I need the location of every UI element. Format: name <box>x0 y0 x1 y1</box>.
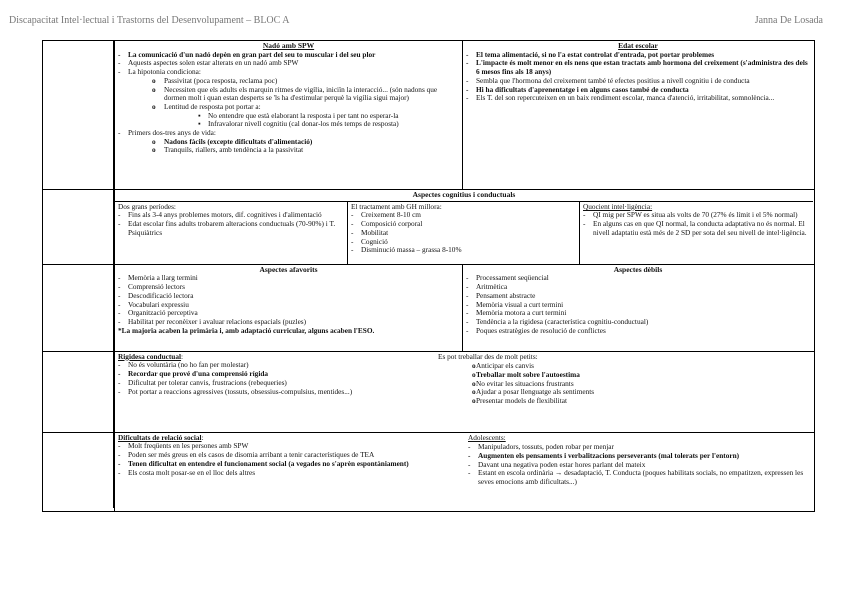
cognitius-columns <box>115 202 813 264</box>
dos-grans-list <box>118 211 344 237</box>
hipo-item: o Lentitud de resposta pot portar a: <box>118 103 459 112</box>
dos-grans-label: Dos grans períodes: <box>118 201 176 211</box>
rigidesa-strategy: o Ajudar a posar llenguatge als sentiments <box>438 388 808 397</box>
margin-cell <box>43 190 115 264</box>
rigidesa-right-list <box>438 362 808 406</box>
doc-header-author: Janna De Losada <box>754 15 823 26</box>
nado-item: - La comunicació d'un nadó depèn en gran part del seu to muscular i del seu plor <box>118 51 459 60</box>
gh-label: El tractament amb GH millora: <box>351 201 442 211</box>
qi-cell <box>580 202 813 264</box>
edat-item: - El tema alimentació, si no l'a estat controlat d'entrada, pot portar problemes <box>466 51 810 60</box>
rigidesa-right <box>438 353 808 405</box>
primers-item: o Nadons fàcils (excepte dificultats d'alimentació) <box>118 138 459 147</box>
qi-item: - QI mig per SPW es situa als volts de 70 (27% és límit i el 5% normal) <box>583 211 810 220</box>
afavorits-cell <box>115 265 463 351</box>
afavorits-item: - Organització perceptiva <box>118 309 459 318</box>
row-rigidesa <box>43 352 814 433</box>
edat-item: - Els T. del son repercuteixen en un baix rendiment escolar, manca d'atenció, irritabilitat, somnolència... <box>466 94 810 103</box>
afavorits-item: - Comprensió lectors <box>118 283 459 292</box>
afavorits-item: - Habilitat per reconèixer i avaluar relacions espacials (puzles) <box>118 318 459 327</box>
nado-item: - La hipotonia condiciona: <box>118 68 459 77</box>
nado-item: - Aquests aspectes solen estar alterats en un nadó amb SPW <box>118 59 459 68</box>
hipo-item: o Passivitat (poca resposta, reclama poc) <box>118 77 459 86</box>
margin-cell <box>43 433 115 511</box>
adolescents-list <box>468 443 808 487</box>
hipo-item: o Necessiten que els adults els marquin ritmes de vigília, iniciïn la interacció... (són nadons que dormen molt i quan estan desperts se 'ls ha d'estimular perquè la vigília sigui major) <box>118 86 459 103</box>
afavorits-item: - Memòria a llarg termini <box>118 274 459 283</box>
margin-cell <box>43 265 115 351</box>
rigidesa-right-label: Es pot treballar des de molt petits: <box>438 352 538 362</box>
relacio-item: - Poden ser més greus en els casos de disomia arribant a tenir característiques de TEA <box>118 451 460 460</box>
relacio-item: - Tenen dificultat en entendre el funcionament social (a vegades no s'aprèn espontàniament) <box>118 460 460 469</box>
row-nado-edat <box>43 41 814 190</box>
relacio-left-list <box>118 442 460 486</box>
debils-item: - Memòria motora a curt termini <box>466 309 810 318</box>
rigidesa-item: - Pot portar a reaccions agressives (tossuts, obsessius-compulsius, mentides...) <box>118 388 438 397</box>
rigidesa-title: Rigidesa conductual <box>118 351 182 361</box>
nado-cell <box>115 41 463 189</box>
debils-item: - Pensament abstracte <box>466 292 810 301</box>
debils-item: - Aritmètica <box>466 283 810 292</box>
debils-item: - Poques estratègies de resolució de conflictes <box>466 327 810 336</box>
gh-item: - Composició corporal <box>351 220 576 229</box>
doc-header-title: Discapacitat Intel·lectual i Trastorns del Desenvolupament – BLOC A <box>9 15 290 26</box>
relacio-item: - Els costa molt posar-se en el lloc dels altres <box>118 469 460 478</box>
gh-item: - Creixement 8-10 cm <box>351 211 576 220</box>
adolescents-item: - Manipuladors, tossuts, poden robar per menjar <box>468 443 808 452</box>
lentitud-item: ▪ Infravalorar nivell cognitiu (cal donar-los més temps de resposta) <box>118 120 459 129</box>
rigidesa-strategy: o No evitar les situacions frustrants <box>438 380 808 389</box>
adolescents-item: - Augmenten els pensaments i verbalitzacions perseverants (mal tolerats per l'entorn) <box>468 452 808 461</box>
qi-item: - En alguns cas en que QI normal, la conducta adaptativa no és normal. El nivell adaptatiu està més de 2 SD per sota del seu nivell de intel·ligència. <box>583 220 810 237</box>
afavorits-item: - Vocabulari expressiu <box>118 301 459 310</box>
debils-item: - Processament seqüencial <box>466 274 810 283</box>
dos-grans-item: - Fins als 3-4 anys problemes motors, dif. cognitives i d'alimentació <box>118 211 344 220</box>
debils-item: - Tendència a la rigidesa (característica cognitiu-conductual) <box>466 318 810 327</box>
rigidesa-strategy: o Treballar molt sobre l'autoestima <box>438 371 808 380</box>
primers-label: - Primers dos-tres anys de vida: <box>118 129 459 138</box>
rigidesa-item: - No és voluntària (no ho fan per molestar) <box>118 361 438 370</box>
adolescents-item: - Davant una negativa poden estar hores parlant del mateix <box>468 461 808 470</box>
qi-label: Quocient intel·ligència: <box>583 201 653 211</box>
row-relacio <box>43 433 814 511</box>
nado-title: Nadó amb SPW <box>262 41 315 50</box>
gh-item: - Cognició <box>351 238 576 247</box>
afavorits-list <box>118 274 459 335</box>
debils-cell <box>463 265 813 351</box>
edat-cell <box>463 41 813 189</box>
afavorits-item: - Descodificació lectora <box>118 292 459 301</box>
rigidesa-cell: Rigidesa conductual: - No és voluntària (no ho fan per molestar) - Recordar que prové d'una comprensió rígida - Dificultat per tolerar canvis, frustracions (rebequeries) - Pot portar a reaccions agressives (tossuts, obsessius-compulsius, mentides...) Es pot treballar des de molt petits: o Anticipar els canvis o Treballar molt sobre l'autoestima o No evitar les situacions frustrants o Ajudar a posar llenguatge als sentiments o Presentar models de flexibilitat <box>115 352 813 432</box>
lentitud-item: ▪ No entendre que està elaborant la resposta i per tant no esperar-la <box>118 112 459 121</box>
qi-list <box>583 211 810 237</box>
row-afavorits-debils <box>43 265 814 352</box>
gh-cell <box>348 202 580 264</box>
primers-item: o Tranquils, riallers, amb tendència a la passivitat <box>118 146 459 155</box>
dos-grans-item: - Edat escolar fins adults trobarem alteracions conductuals (70-90%) i T. Psiquiàtrics <box>118 220 344 237</box>
afavorits-title: Aspectes afavorits <box>259 264 318 274</box>
afavorits-note: *La majoria acaben la primària i, amb adaptació curricular, alguns acaben l'ESO. <box>118 325 375 335</box>
cognitius-title: Aspectes cognitius i conductuals <box>115 190 813 202</box>
edat-item: - Sembla que l'hormona del creixement també té efectes positius a nivell cognitiu i de conducta <box>466 77 810 86</box>
adolescents-label: Adolescents: <box>468 433 506 443</box>
margin-cell <box>43 352 115 432</box>
edat-title: Edat escolar <box>618 41 658 50</box>
nado-list <box>118 51 459 155</box>
rigidesa-strategy: o Presentar models de flexibilitat <box>438 397 808 406</box>
edat-item: - Hi ha dificultats d'aprenentatge i en alguns casos també de conducta <box>466 86 810 95</box>
dos-grans-cell <box>115 202 348 264</box>
debils-list <box>466 274 810 335</box>
rigidesa-left-list <box>118 361 438 405</box>
rigidesa-item: - Dificultat per tolerar canvis, frustracions (rebequeries) <box>118 379 438 388</box>
relacio-item: - Molt freqüents en les persones amb SPW <box>118 442 460 451</box>
rigidesa-item: - Recordar que prové d'una comprensió rígida <box>118 370 438 379</box>
cognitius-block <box>115 190 813 264</box>
rigidesa-strategy: o Anticipar els canvis <box>438 362 808 371</box>
relacio-right <box>468 434 808 486</box>
gh-item: - Disminució massa – grassa 8-10% <box>351 246 576 255</box>
gh-item: - Mobilitat <box>351 229 576 238</box>
edat-list <box>466 51 810 103</box>
debils-item: - Memòria visual a curt termini <box>466 301 810 310</box>
content-table <box>42 40 815 512</box>
row-cognitius <box>43 190 814 265</box>
margin-cell <box>43 41 115 189</box>
debils-title: Aspectes dèbils <box>613 264 663 274</box>
edat-item: - L'impacte és molt menor en els nens que estan tractats amb hormona del creixement (s'administra des dels 6 mesos fins als 18 anys) <box>466 59 810 76</box>
adolescents-item: - Estant en escola ordinària → desadaptació, T. Conducta (poques habilitats socials, no empatitzen, expressen les seves emocions amb dificultats...) <box>468 469 808 486</box>
relacio-title: Dificultats de relació social <box>118 432 202 442</box>
relacio-cell: Dificultats de relació social: - Molt freqüents en les persones amb SPW - Poden ser més greus en els casos de disomia arribant a tenir característiques de TEA - Tenen dificultat en entendre el funcionament social (a vegades no s'aprèn espontàniament) - Els costa molt posar-se en el lloc dels altres Adolescents: - Manipuladors, tossuts, poden robar per menjar - Augmenten els pensaments i verbalitzacions perseverants (mal tolerats per l'entorn) - Davant una negativa poden estar hores parlant del mateix - Estant en escola ordinària → desadaptació, T. Conducta (poques habilitats socials, no empatitzen, expressen les seves emocions amb dificultats...) <box>115 433 813 511</box>
gh-list <box>351 211 576 255</box>
